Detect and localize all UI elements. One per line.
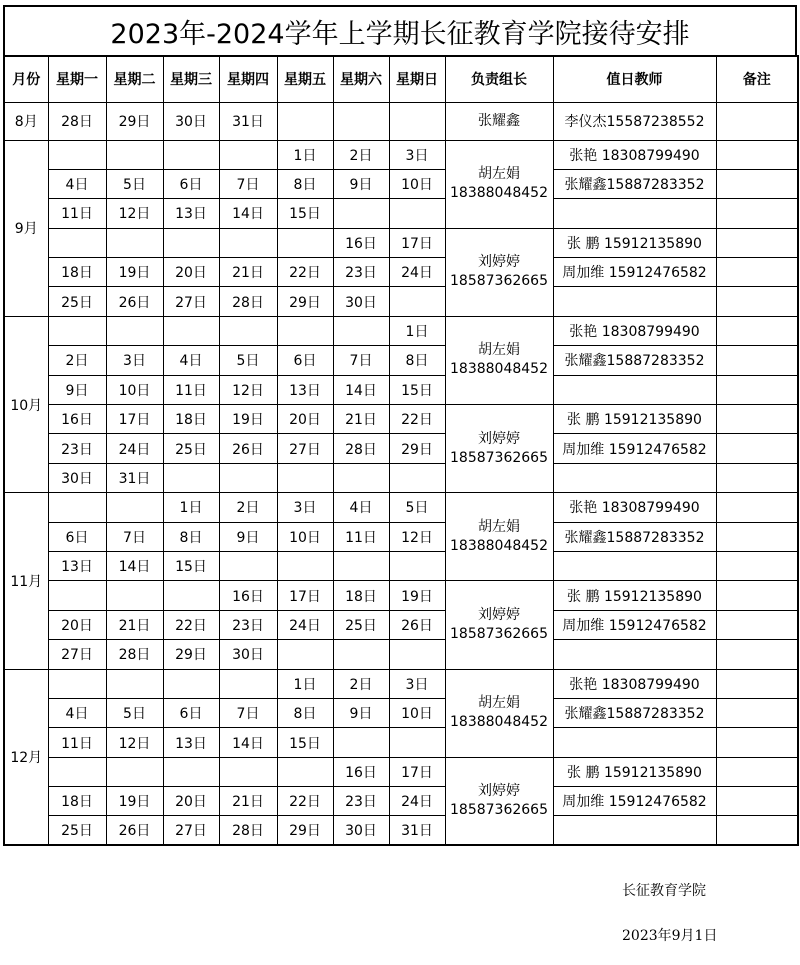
day-cell-tuesday: 26日	[106, 816, 163, 845]
day-cell-thursday: 9日	[219, 522, 277, 551]
group-leader-cell	[445, 316, 553, 404]
duty-teacher-cell	[553, 551, 716, 580]
header-remarks: 备注	[716, 56, 798, 102]
table-row	[4, 669, 798, 698]
duty-teacher-cell: 张 鹏 15912135890	[553, 228, 716, 257]
table-row	[4, 102, 798, 140]
day-cell-wednesday: 25日	[163, 434, 219, 463]
day-cell-thursday	[219, 140, 277, 169]
day-cell-thursday: 14日	[219, 199, 277, 228]
remarks-cell	[716, 522, 798, 551]
day-cell-friday: 24日	[277, 610, 333, 639]
duty-teacher-cell: 张艳 18308799490	[553, 140, 716, 169]
day-cell-saturday: 16日	[333, 228, 389, 257]
day-cell-friday: 17日	[277, 581, 333, 610]
leader-phone: 18388048452	[450, 714, 548, 731]
day-cell-tuesday	[106, 140, 163, 169]
day-cell-sunday: 10日	[389, 698, 445, 727]
day-cell-monday: 20日	[48, 610, 106, 639]
day-cell-friday	[277, 228, 333, 257]
day-cell-thursday: 30日	[219, 640, 277, 669]
day-cell-monday	[48, 316, 106, 345]
leader-name: 胡左娟	[478, 342, 520, 359]
table-row	[4, 728, 798, 757]
day-cell-wednesday: 13日	[163, 199, 219, 228]
day-cell-thursday	[219, 551, 277, 580]
day-cell-sunday	[389, 199, 445, 228]
day-cell-wednesday	[163, 463, 219, 492]
day-cell-friday: 22日	[277, 258, 333, 287]
remarks-cell	[716, 787, 798, 816]
month-label: 12月	[4, 669, 48, 845]
day-cell-saturday: 2日	[333, 669, 389, 698]
day-cell-tuesday: 17日	[106, 405, 163, 434]
day-cell-monday: 18日	[48, 787, 106, 816]
duty-teacher-cell: 周加维 15912476582	[553, 258, 716, 287]
day-cell-sunday: 5日	[389, 493, 445, 522]
table-row	[4, 816, 798, 845]
remarks-cell	[716, 405, 798, 434]
day-cell-saturday: 14日	[333, 375, 389, 404]
day-cell-monday: 4日	[48, 698, 106, 727]
duty-teacher-cell	[553, 816, 716, 845]
table-row	[4, 434, 798, 463]
day-cell-wednesday: 27日	[163, 287, 219, 316]
leader-name: 胡左娟	[478, 518, 520, 535]
remarks-cell	[716, 816, 798, 845]
day-cell-saturday: 23日	[333, 258, 389, 287]
day-cell-tuesday	[106, 669, 163, 698]
day-cell-wednesday: 4日	[163, 346, 219, 375]
month-label: 8月	[4, 102, 48, 140]
day-cell-tuesday: 5日	[106, 698, 163, 727]
table-row	[4, 316, 798, 345]
day-cell-friday: 3日	[277, 493, 333, 522]
day-cell-monday: 13日	[48, 551, 106, 580]
remarks-cell	[716, 375, 798, 404]
day-cell-saturday: 23日	[333, 787, 389, 816]
duty-teacher-cell	[553, 463, 716, 492]
remarks-cell	[716, 698, 798, 727]
day-cell-tuesday: 24日	[106, 434, 163, 463]
header-thursday: 星期四	[219, 56, 277, 102]
day-cell-thursday: 21日	[219, 258, 277, 287]
day-cell-tuesday: 26日	[106, 287, 163, 316]
remarks-cell	[716, 199, 798, 228]
document-title: 2023年-2024学年上学期长征教育学院接待安排	[3, 5, 797, 55]
day-cell-wednesday	[163, 140, 219, 169]
table-row	[4, 610, 798, 639]
day-cell-thursday: 7日	[219, 698, 277, 727]
table-row	[4, 493, 798, 522]
day-cell-saturday: 7日	[333, 346, 389, 375]
day-cell-thursday: 28日	[219, 287, 277, 316]
day-cell-sunday	[389, 640, 445, 669]
leader-name: 刘婷婷	[478, 254, 520, 271]
leader-phone: 18587362665	[450, 625, 548, 642]
day-cell-thursday: 26日	[219, 434, 277, 463]
duty-teacher-cell: 张耀鑫15887283352	[553, 522, 716, 551]
day-cell-monday: 30日	[48, 463, 106, 492]
day-cell-saturday	[333, 551, 389, 580]
day-cell-tuesday: 19日	[106, 258, 163, 287]
header-friday: 星期五	[277, 56, 333, 102]
duty-teacher-cell: 张 鹏 15912135890	[553, 405, 716, 434]
group-leader-cell	[445, 581, 553, 669]
footer-date: 2023年9月1日	[622, 928, 718, 944]
leader-phone: 18587362665	[450, 449, 548, 466]
table-row	[4, 199, 798, 228]
day-cell-saturday	[333, 102, 389, 140]
day-cell-monday: 18日	[48, 258, 106, 287]
day-cell-wednesday	[163, 228, 219, 257]
day-cell-tuesday: 31日	[106, 463, 163, 492]
remarks-cell	[716, 140, 798, 169]
header-month: 月份	[4, 56, 48, 102]
table-row	[4, 228, 798, 257]
duty-teacher-cell: 李仪杰15587238552	[553, 102, 716, 140]
day-cell-monday	[48, 228, 106, 257]
day-cell-thursday: 28日	[219, 816, 277, 845]
day-cell-wednesday: 1日	[163, 493, 219, 522]
remarks-cell	[716, 346, 798, 375]
header-group-leader: 负责组长	[445, 56, 553, 102]
day-cell-thursday: 7日	[219, 169, 277, 198]
day-cell-wednesday: 20日	[163, 787, 219, 816]
day-cell-tuesday: 10日	[106, 375, 163, 404]
leader-name: 胡左娟	[478, 695, 520, 712]
day-cell-thursday	[219, 316, 277, 345]
day-cell-thursday: 16日	[219, 581, 277, 610]
day-cell-sunday: 22日	[389, 405, 445, 434]
day-cell-tuesday	[106, 228, 163, 257]
day-cell-wednesday: 11日	[163, 375, 219, 404]
day-cell-friday	[277, 463, 333, 492]
duty-teacher-cell: 周加维 15912476582	[553, 787, 716, 816]
duty-teacher-cell: 周加维 15912476582	[553, 434, 716, 463]
day-cell-wednesday	[163, 669, 219, 698]
day-cell-monday: 25日	[48, 287, 106, 316]
header-duty-teacher: 值日教师	[553, 56, 716, 102]
day-cell-friday: 27日	[277, 434, 333, 463]
leader-name: 刘婷婷	[478, 783, 520, 800]
day-cell-sunday: 15日	[389, 375, 445, 404]
day-cell-friday: 15日	[277, 199, 333, 228]
remarks-cell	[716, 551, 798, 580]
day-cell-thursday: 21日	[219, 787, 277, 816]
header-saturday: 星期六	[333, 56, 389, 102]
month-label: 9月	[4, 140, 48, 316]
day-cell-monday: 2日	[48, 346, 106, 375]
day-cell-monday: 28日	[48, 102, 106, 140]
duty-teacher-cell	[553, 728, 716, 757]
remarks-cell	[716, 581, 798, 610]
day-cell-wednesday: 30日	[163, 102, 219, 140]
month-label: 10月	[4, 316, 48, 492]
header-sunday: 星期日	[389, 56, 445, 102]
day-cell-wednesday: 13日	[163, 728, 219, 757]
day-cell-saturday: 4日	[333, 493, 389, 522]
header-row	[4, 56, 798, 102]
leader-name: 张耀鑫	[478, 112, 520, 129]
leader-name: 胡左娟	[478, 166, 520, 183]
day-cell-tuesday	[106, 493, 163, 522]
day-cell-monday: 23日	[48, 434, 106, 463]
day-cell-thursday: 19日	[219, 405, 277, 434]
day-cell-monday	[48, 669, 106, 698]
day-cell-wednesday: 6日	[163, 169, 219, 198]
table-row	[4, 405, 798, 434]
day-cell-tuesday: 14日	[106, 551, 163, 580]
day-cell-sunday: 17日	[389, 757, 445, 786]
table-row	[4, 463, 798, 492]
duty-teacher-cell	[553, 199, 716, 228]
day-cell-saturday: 11日	[333, 522, 389, 551]
group-leader-cell	[445, 228, 553, 316]
duty-teacher-cell: 张艳 18308799490	[553, 316, 716, 345]
table-row	[4, 140, 798, 169]
day-cell-tuesday: 7日	[106, 522, 163, 551]
day-cell-saturday	[333, 463, 389, 492]
leader-phone: 18587362665	[450, 802, 548, 819]
day-cell-tuesday	[106, 316, 163, 345]
day-cell-thursday: 14日	[219, 728, 277, 757]
day-cell-friday: 13日	[277, 375, 333, 404]
day-cell-wednesday: 15日	[163, 551, 219, 580]
day-cell-tuesday: 29日	[106, 102, 163, 140]
remarks-cell	[716, 640, 798, 669]
day-cell-monday: 6日	[48, 522, 106, 551]
day-cell-thursday: 2日	[219, 493, 277, 522]
day-cell-sunday: 24日	[389, 258, 445, 287]
day-cell-friday: 20日	[277, 405, 333, 434]
remarks-cell	[716, 463, 798, 492]
day-cell-saturday: 9日	[333, 698, 389, 727]
day-cell-thursday: 12日	[219, 375, 277, 404]
day-cell-friday: 6日	[277, 346, 333, 375]
day-cell-saturday	[333, 640, 389, 669]
remarks-cell	[716, 287, 798, 316]
duty-teacher-cell: 张 鹏 15912135890	[553, 581, 716, 610]
group-leader-cell	[445, 140, 553, 228]
day-cell-saturday: 21日	[333, 405, 389, 434]
duty-teacher-cell: 张耀鑫15887283352	[553, 698, 716, 727]
day-cell-sunday: 26日	[389, 610, 445, 639]
day-cell-thursday: 5日	[219, 346, 277, 375]
duty-teacher-cell	[553, 375, 716, 404]
table-row	[4, 757, 798, 786]
leader-name: 刘婷婷	[478, 606, 520, 623]
day-cell-monday: 11日	[48, 199, 106, 228]
day-cell-saturday: 9日	[333, 169, 389, 198]
day-cell-monday: 27日	[48, 640, 106, 669]
header-wednesday: 星期三	[163, 56, 219, 102]
day-cell-monday: 16日	[48, 405, 106, 434]
day-cell-monday	[48, 757, 106, 786]
header-monday: 星期一	[48, 56, 106, 102]
leader-phone: 18587362665	[450, 273, 548, 290]
day-cell-saturday	[333, 316, 389, 345]
duty-teacher-cell: 张 鹏 15912135890	[553, 757, 716, 786]
day-cell-saturday: 2日	[333, 140, 389, 169]
remarks-cell	[716, 258, 798, 287]
day-cell-sunday	[389, 728, 445, 757]
day-cell-sunday	[389, 102, 445, 140]
day-cell-sunday: 17日	[389, 228, 445, 257]
table-row	[4, 581, 798, 610]
day-cell-friday	[277, 316, 333, 345]
day-cell-monday	[48, 581, 106, 610]
day-cell-friday	[277, 640, 333, 669]
day-cell-wednesday	[163, 316, 219, 345]
duty-teacher-cell: 张耀鑫15887283352	[553, 169, 716, 198]
day-cell-friday: 1日	[277, 669, 333, 698]
duty-teacher-cell	[553, 287, 716, 316]
day-cell-monday: 4日	[48, 169, 106, 198]
leader-name: 刘婷婷	[478, 430, 520, 447]
day-cell-friday: 1日	[277, 140, 333, 169]
leader-phone: 18388048452	[450, 185, 548, 202]
day-cell-thursday: 31日	[219, 102, 277, 140]
table-row	[4, 640, 798, 669]
duty-teacher-cell	[553, 640, 716, 669]
day-cell-sunday	[389, 287, 445, 316]
day-cell-friday	[277, 102, 333, 140]
day-cell-sunday: 29日	[389, 434, 445, 463]
day-cell-friday: 29日	[277, 287, 333, 316]
remarks-cell	[716, 728, 798, 757]
day-cell-monday: 25日	[48, 816, 106, 845]
remarks-cell	[716, 316, 798, 345]
table-row	[4, 522, 798, 551]
group-leader-cell	[445, 405, 553, 493]
day-cell-saturday: 30日	[333, 287, 389, 316]
duty-teacher-cell: 张耀鑫15887283352	[553, 346, 716, 375]
day-cell-wednesday: 27日	[163, 816, 219, 845]
day-cell-monday	[48, 493, 106, 522]
day-cell-wednesday: 8日	[163, 522, 219, 551]
duty-teacher-cell: 张艳 18308799490	[553, 669, 716, 698]
day-cell-sunday: 24日	[389, 787, 445, 816]
day-cell-sunday: 10日	[389, 169, 445, 198]
footer-organization: 长征教育学院	[622, 883, 706, 899]
table-row	[4, 698, 798, 727]
day-cell-wednesday: 6日	[163, 698, 219, 727]
day-cell-tuesday	[106, 757, 163, 786]
remarks-cell	[716, 102, 798, 140]
day-cell-sunday: 3日	[389, 669, 445, 698]
day-cell-thursday	[219, 669, 277, 698]
remarks-cell	[716, 757, 798, 786]
day-cell-tuesday: 12日	[106, 728, 163, 757]
duty-teacher-cell: 张艳 18308799490	[553, 493, 716, 522]
day-cell-friday	[277, 551, 333, 580]
remarks-cell	[716, 169, 798, 198]
day-cell-saturday: 16日	[333, 757, 389, 786]
day-cell-tuesday: 19日	[106, 787, 163, 816]
day-cell-wednesday: 20日	[163, 258, 219, 287]
day-cell-tuesday: 28日	[106, 640, 163, 669]
group-leader-cell	[445, 669, 553, 757]
day-cell-thursday	[219, 757, 277, 786]
day-cell-tuesday: 21日	[106, 610, 163, 639]
day-cell-wednesday	[163, 581, 219, 610]
day-cell-sunday	[389, 551, 445, 580]
leader-phone: 18388048452	[450, 537, 548, 554]
header-tuesday: 星期二	[106, 56, 163, 102]
day-cell-friday: 22日	[277, 787, 333, 816]
day-cell-monday: 9日	[48, 375, 106, 404]
table-row	[4, 346, 798, 375]
table-row	[4, 787, 798, 816]
group-leader-cell	[445, 493, 553, 581]
day-cell-sunday: 12日	[389, 522, 445, 551]
table-row	[4, 258, 798, 287]
day-cell-friday: 8日	[277, 169, 333, 198]
duty-teacher-cell: 周加维 15912476582	[553, 610, 716, 639]
day-cell-sunday: 1日	[389, 316, 445, 345]
day-cell-sunday: 19日	[389, 581, 445, 610]
day-cell-tuesday: 5日	[106, 169, 163, 198]
day-cell-sunday: 3日	[389, 140, 445, 169]
day-cell-friday: 29日	[277, 816, 333, 845]
day-cell-friday: 15日	[277, 728, 333, 757]
day-cell-saturday: 28日	[333, 434, 389, 463]
day-cell-saturday	[333, 728, 389, 757]
group-leader-cell	[445, 757, 553, 845]
table-row	[4, 287, 798, 316]
table-row	[4, 169, 798, 198]
leader-phone: 18388048452	[450, 361, 548, 378]
day-cell-wednesday: 18日	[163, 405, 219, 434]
day-cell-saturday	[333, 199, 389, 228]
remarks-cell	[716, 669, 798, 698]
day-cell-thursday	[219, 463, 277, 492]
day-cell-monday: 11日	[48, 728, 106, 757]
day-cell-sunday: 31日	[389, 816, 445, 845]
day-cell-friday	[277, 757, 333, 786]
day-cell-saturday: 25日	[333, 610, 389, 639]
table-row	[4, 375, 798, 404]
day-cell-saturday: 18日	[333, 581, 389, 610]
day-cell-friday: 10日	[277, 522, 333, 551]
day-cell-sunday: 8日	[389, 346, 445, 375]
diagonal-cell	[48, 140, 106, 169]
day-cell-wednesday: 29日	[163, 640, 219, 669]
table-row	[4, 551, 798, 580]
day-cell-thursday	[219, 228, 277, 257]
day-cell-wednesday	[163, 757, 219, 786]
day-cell-friday: 8日	[277, 698, 333, 727]
day-cell-tuesday: 12日	[106, 199, 163, 228]
remarks-cell	[716, 228, 798, 257]
group-leader-cell	[445, 102, 553, 140]
day-cell-saturday: 30日	[333, 816, 389, 845]
remarks-cell	[716, 434, 798, 463]
day-cell-tuesday	[106, 581, 163, 610]
month-label: 11月	[4, 493, 48, 669]
remarks-cell	[716, 493, 798, 522]
reception-schedule-table	[3, 55, 799, 846]
day-cell-sunday	[389, 463, 445, 492]
day-cell-thursday: 23日	[219, 610, 277, 639]
remarks-cell	[716, 610, 798, 639]
day-cell-tuesday: 3日	[106, 346, 163, 375]
day-cell-wednesday: 22日	[163, 610, 219, 639]
